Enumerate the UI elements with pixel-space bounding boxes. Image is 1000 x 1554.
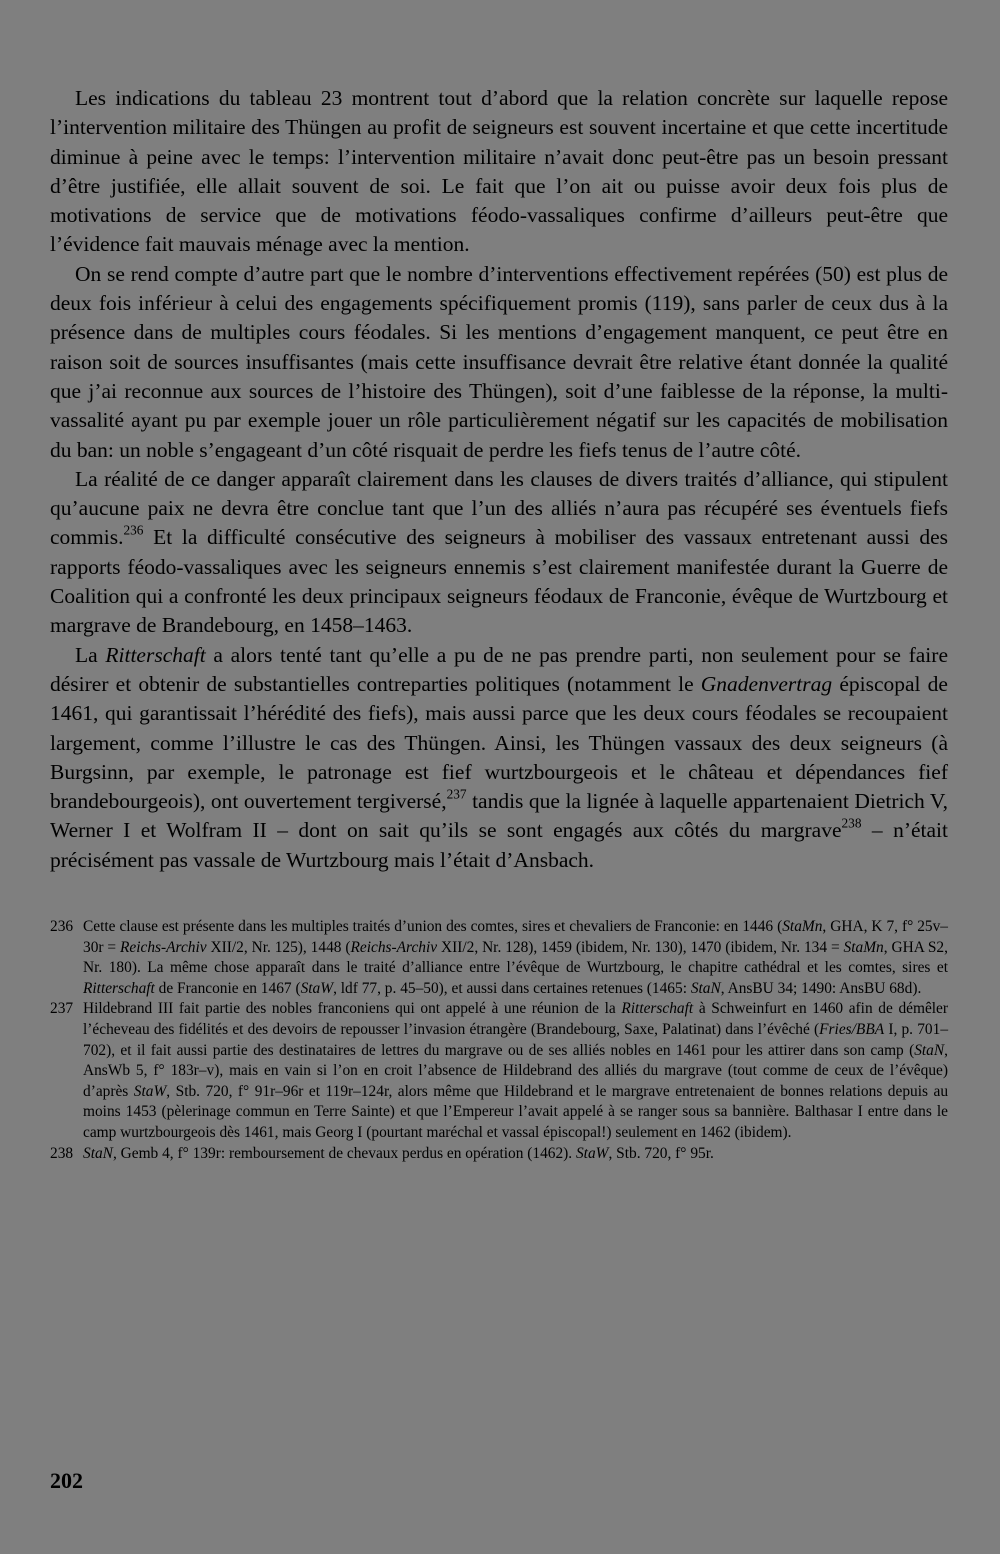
italic-term: Reichs-Archiv	[120, 938, 207, 956]
footnote-number: 237	[50, 1000, 74, 1018]
footnote-reference: 237	[446, 786, 467, 802]
text-run: a alors tenté tant qu’elle a pu de ne pas prendre parti, non seulement pour se faire désirer et obtenir de substantielles contreparties politiques (notamment le	[50, 642, 948, 696]
text-run: – n’était précisément pas vassale de Wurtzbourg mais l’était d’Ansbach.	[50, 818, 948, 872]
text-run: épiscopal de 1461, qui garantissait l’hérédité des fiefs), mais aussi parce que les deux cours féodales se recoupaient largement, comme l’illustre le cas des Thüngen. Ainsi, les Thüngen vassaux des deux seigneurs (à Burgsinn, par exemple, le patronage est fief wurtzbourgeois et le château et dépendances fief brandebourgeois), ont ouvertement tergiversé,	[50, 671, 948, 814]
footnote-text	[83, 917, 948, 999]
footnote-reference: 238	[841, 816, 862, 832]
italic-term: Reichs-Archiv	[350, 938, 438, 956]
text-run: , Stb. 720, f° 91r–96r et 119r–124r, alors même que Hildebrand et le margrave entretenaient de bonnes relations depuis au moins 1453 (pèlerinage commun en Terre Sainte) et que l’Empereur l’avait appelé à se ranger sous sa bannière. Balthasar I entre dans le camp wurtzbourgeois dès 1461, mais Georg I (pourtant maréchal et vassal épiscopal!) seulement en 1462 (ibidem).	[83, 1082, 949, 1141]
text-run: On se rend compte d’autre part que le nombre d’interventions effectivement repérées (50) est plus de deux fois inférieur à celui des engagements spécifiquement promis (119), sans parler de ceux dus à la présence dans de multiples cours féodales. Si les mentions d’engagement manquent, ce peut être en raison soit de sources insuffisantes (mais cette insuffisance devrait être relative étant donnée la qualité que j’ai reconnue aux sources de l’histoire des Thüngen), soit d’une faiblesse de la réponse, la multi-vassalité ayant pu par exemple jouer un rôle particulièrement négatif sur les capacités de mobilisation du ban: un noble s’engageant d’un côté risquait de perdre les fiefs tenus de l’autre côté.	[50, 261, 948, 462]
text-run: La réalité de ce danger apparaît clairement dans les clauses de divers traités d’alliance, qui stipulent qu’aucune paix ne devra être conclue tant que l’un des alliés n’aura pas récupéré ses éventuels fiefs commis.	[50, 466, 948, 550]
text-run: à Schweinfurt en 1460 afin de démêler l’écheveau des fidélités et des devoirs de repousser l’invasion étrangère (Brandebourg, Saxe, Palatinat) dans l’évêché (	[83, 1000, 949, 1038]
italic-term: StaW	[300, 979, 334, 997]
italic-term: Ritterschaft	[105, 642, 206, 667]
text-run: Cette clause est présente dans les multiples traités d’union des comtes, sires et chevaliers de Franconie: en 1446 (	[83, 918, 783, 936]
footnote	[50, 1144, 948, 1165]
italic-term: StaN	[690, 979, 721, 997]
italic-term: Ritterschaft	[621, 1000, 694, 1018]
text-run: , GHA, K 7, f° 25v–30r =	[83, 918, 948, 956]
text-run: tandis que la lignée à laquelle appartenaient Dietrich V, Werner I et Wolfram II – dont on sait qu’ils se sont engagés aux côtés du margrave	[50, 789, 948, 843]
footnote-number: 236	[50, 918, 74, 936]
italic-term: Gnadenvertrag	[700, 671, 833, 696]
italic-term: Ritterschaft	[83, 979, 155, 997]
text-run: I, p. 701–702), et il fait aussi partie des destinataires de lettres du margrave ou de ses alliés nobles en 1461 pour les attirer dans son camp (	[83, 1020, 949, 1059]
text-run: XII/2, Nr. 128), 1459 (ibidem, Nr. 130), 1470 (ibidem, Nr. 134 =	[437, 938, 844, 956]
text-run: , Gemb 4, f° 139r: remboursement de chevaux perdus en opération (1462).	[112, 1144, 576, 1162]
text-run: , AnsBU 34; 1490: AnsBU 68d).	[720, 979, 922, 997]
paragraph	[50, 465, 948, 641]
footnote-reference: 236	[123, 523, 144, 539]
text-run: Et la difficulté consécutive des seigneurs à mobiliser des vassaux entretenant aussi des rapports féodo-vassaliques avec les seigneurs ennemis s’est clairement manifestée durant la Guerre de Coalition qui a confronté les deux principaux seigneurs féodaux de Franconie, évêque de Wurtzbourg et margrave de Brandebourg, en 1458–1463.	[50, 525, 948, 638]
text-run: La	[75, 642, 106, 667]
footnote-text	[83, 1144, 948, 1165]
text-run: Les indications du tableau 23 montrent tout d’abord que la relation concrète sur laquelle repose l’intervention militaire des Thüngen au profit de seigneurs est souvent incertaine et que cette incertitude diminue à peine avec le temps: l’intervention militaire n’avait donc peut-être pas un besoin pressant d’être justifiée, elle allait souvent de soi. Le fait que l’on ait ou puisse avoir deux fois plus de motivations de service que de motivations féodo-vassaliques confirme d’ailleurs peut-être que l’évidence fait mauvais ménage avec la mention.	[50, 86, 948, 257]
italic-term: StaW	[133, 1082, 167, 1100]
italic-term: StaMn	[782, 918, 823, 936]
footnote	[50, 917, 948, 999]
text-run: , GHA S2, Nr. 180). La même chose apparaît dans le traité d’alliance entre l’évêque de Wurtzbourg, le chapitre cathédral et les comtes, sires et	[83, 938, 948, 977]
paragraph	[50, 641, 948, 875]
text-run: XII/2, Nr. 125), 1448 (	[206, 938, 351, 956]
paragraph	[50, 260, 948, 465]
page-number: 202	[50, 1468, 83, 1493]
footnote	[50, 999, 948, 1143]
body-text	[50, 84, 948, 875]
footnote-number: 238	[50, 1144, 74, 1162]
italic-term: StaW	[575, 1144, 609, 1162]
text-run: , ldf 77, p. 45–50), et aussi dans certaines retenues (1465:	[333, 979, 691, 997]
page-content	[50, 84, 948, 1164]
footnote-text	[83, 999, 948, 1143]
text-run: de Franconie en 1467 (	[154, 979, 301, 997]
italic-term: StaN	[83, 1144, 113, 1162]
text-run: Hildebrand III fait partie des nobles franconiens qui ont appelé à une réunion de la	[83, 1000, 622, 1018]
paragraph	[50, 84, 948, 260]
italic-term: StaMn	[843, 938, 884, 956]
footnotes	[50, 917, 948, 1164]
text-run: , AnsWb 5, f° 183r–v), mais en vain si l’on en croit l’absence de Hildebrand des alliés du margrave (tout comme de ceux de l’évêque) d’après	[83, 1041, 948, 1100]
text-run: , Stb. 720, f° 95r.	[608, 1144, 714, 1162]
italic-term: Fries/BBA	[819, 1020, 885, 1038]
italic-term: StaN	[914, 1041, 945, 1059]
